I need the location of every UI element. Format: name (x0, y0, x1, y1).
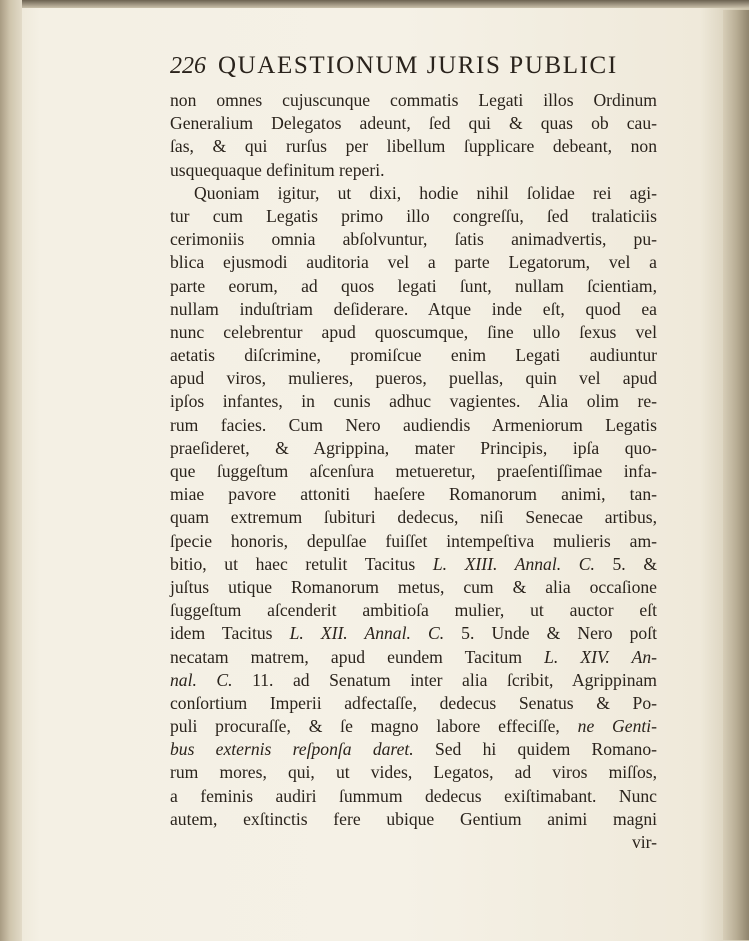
text-segment: apud viros, mulieres, pueros, puellas, quin vel apud (170, 368, 657, 389)
text-segment: ſpecie honoris, depulſae fuiſſet intempeſtiva mulieris am- (170, 530, 657, 551)
text-segment: a feminis audiri ſummum dedecus exiſtimabant. Nunc (170, 785, 657, 806)
text-line (170, 182, 657, 205)
italic-citation: bus externis reſponſa daret. (170, 739, 414, 760)
text-segment: rum facies. Cum Nero audiendis Armeniorum Legatis (170, 414, 657, 435)
text-line (170, 112, 657, 135)
italic-citation: nal. C. (170, 669, 233, 690)
text-line (170, 599, 657, 622)
text-line (170, 715, 657, 738)
text-segment: 5. & (594, 553, 657, 574)
text-segment: Sed hi quidem Romano- (413, 739, 657, 760)
text-line (170, 483, 657, 506)
text-segment: autem, exſtinctis fere ubique Gentium animi magni (170, 808, 657, 829)
text-line (170, 414, 657, 437)
text-segment: idem Tacitus (170, 623, 290, 644)
text-segment: tur cum Legatis primo illo congreſſu, ſed tralaticiis (170, 205, 657, 226)
text-line (170, 89, 657, 112)
text-line (170, 390, 657, 413)
running-head: QUAESTIONUM JURIS PUBLICI (218, 52, 618, 79)
text-line (170, 646, 657, 669)
text-segment: cerimoniis omnia abſolvuntur, ſatis animadvertis, pu- (170, 229, 657, 250)
text-segment: juſtus utique Romanorum metus, cum & alia occaſione (170, 576, 657, 597)
text-line (170, 437, 657, 460)
text-segment: nunc celebrentur apud quoscumque, ſine ullo ſexus vel (170, 321, 657, 342)
text-segment: aetatis diſcrimine, promiſcue enim Legati audiuntur (170, 345, 657, 366)
text-line (170, 275, 657, 298)
text-segment: conſortium Imperii adfectaſſe, dedecus Senatus & Po- (170, 692, 657, 713)
text-line (170, 669, 657, 692)
text-line (170, 785, 657, 808)
text-line (170, 298, 657, 321)
text-line (170, 738, 657, 761)
book-binding-edge (0, 0, 22, 941)
text-line (170, 460, 657, 483)
text-segment: 11. ad Senatum inter alia ſcribit, Agrippinam (232, 669, 657, 690)
text-segment: usquequaque definitum reperi. (170, 159, 385, 180)
text-line (170, 251, 657, 274)
text-line (170, 228, 657, 251)
text-line (170, 135, 657, 158)
text-line (170, 506, 657, 529)
text-segment: rum mores, qui, ut vides, Legatos, ad viros miſſos, (170, 762, 657, 783)
page-number: 226 (170, 53, 206, 79)
text-segment: puli procuraſſe, & ſe magno labore effeciſſe, (170, 716, 578, 737)
text-line (170, 321, 657, 344)
text-segment: 5. Unde & Nero poſt (444, 623, 657, 644)
text-segment: que ſuggeſtum aſcenſura metueretur, praeſentiſſimae infa- (170, 461, 657, 481)
text-line (170, 344, 657, 367)
text-segment: non omnes cujuscunque commatis Legati illos Ordinum (170, 90, 657, 110)
page-stack-edge (723, 10, 749, 940)
text-segment: ipſos infantes, in cunis adhuc vagientes. Alia olim re- (170, 391, 657, 412)
text-segment: praeſideret, & Agrippina, mater Principis, ipſa quo- (170, 437, 657, 458)
page-header (170, 52, 630, 88)
italic-citation: L. XII. Annal. C. (289, 623, 445, 644)
text-segment: quam extremum ſubituri dedecus, niſi Senecae artibus, (170, 507, 657, 528)
text-line (170, 692, 657, 715)
italic-citation: L. XIII. Annal. C. (432, 553, 595, 574)
text-line (170, 622, 657, 645)
text-segment: miae pavore attoniti haeſere Romanorum animi, tan- (170, 484, 657, 505)
text-segment: ſas, & qui rurſus per libellum ſupplicare debeant, non (170, 136, 657, 157)
text-segment: blica ejusmodi auditoria vel a parte Legatorum, vel a (170, 252, 657, 273)
text-line (170, 553, 657, 576)
text-line (170, 530, 657, 553)
text-segment: necatam matrem, apud eundem Tacitum (170, 646, 545, 667)
italic-citation: ne Genti- (577, 716, 657, 737)
text-line (170, 761, 657, 784)
text-segment: vir- (631, 832, 657, 852)
text-line (170, 808, 657, 831)
text-segment: nullam induſtriam deſiderare. Atque inde eſt, quod ea (170, 298, 657, 319)
text-line (170, 205, 657, 228)
body-text (170, 89, 657, 854)
italic-citation: L. XIV. An- (544, 646, 657, 667)
text-line (170, 159, 657, 182)
text-segment: bitio, ut haec retulit Tacitus (170, 553, 433, 574)
text-segment: Generalium Delegatos adeunt, ſed qui & quas ob cau- (170, 113, 657, 134)
text-segment: Quoniam igitur, ut dixi, hodie nihil ſolidae rei agi- (194, 182, 657, 203)
catchword-line (170, 831, 657, 854)
text-line (170, 367, 657, 390)
text-segment: parte eorum, ad quos legati ſunt, nullam ſcientiam, (170, 275, 657, 296)
text-segment: ſuggeſtum aſcenderit ambitioſa mulier, ut auctor eſt (170, 600, 657, 621)
page-top-shadow (0, 0, 749, 8)
text-line (170, 576, 657, 599)
